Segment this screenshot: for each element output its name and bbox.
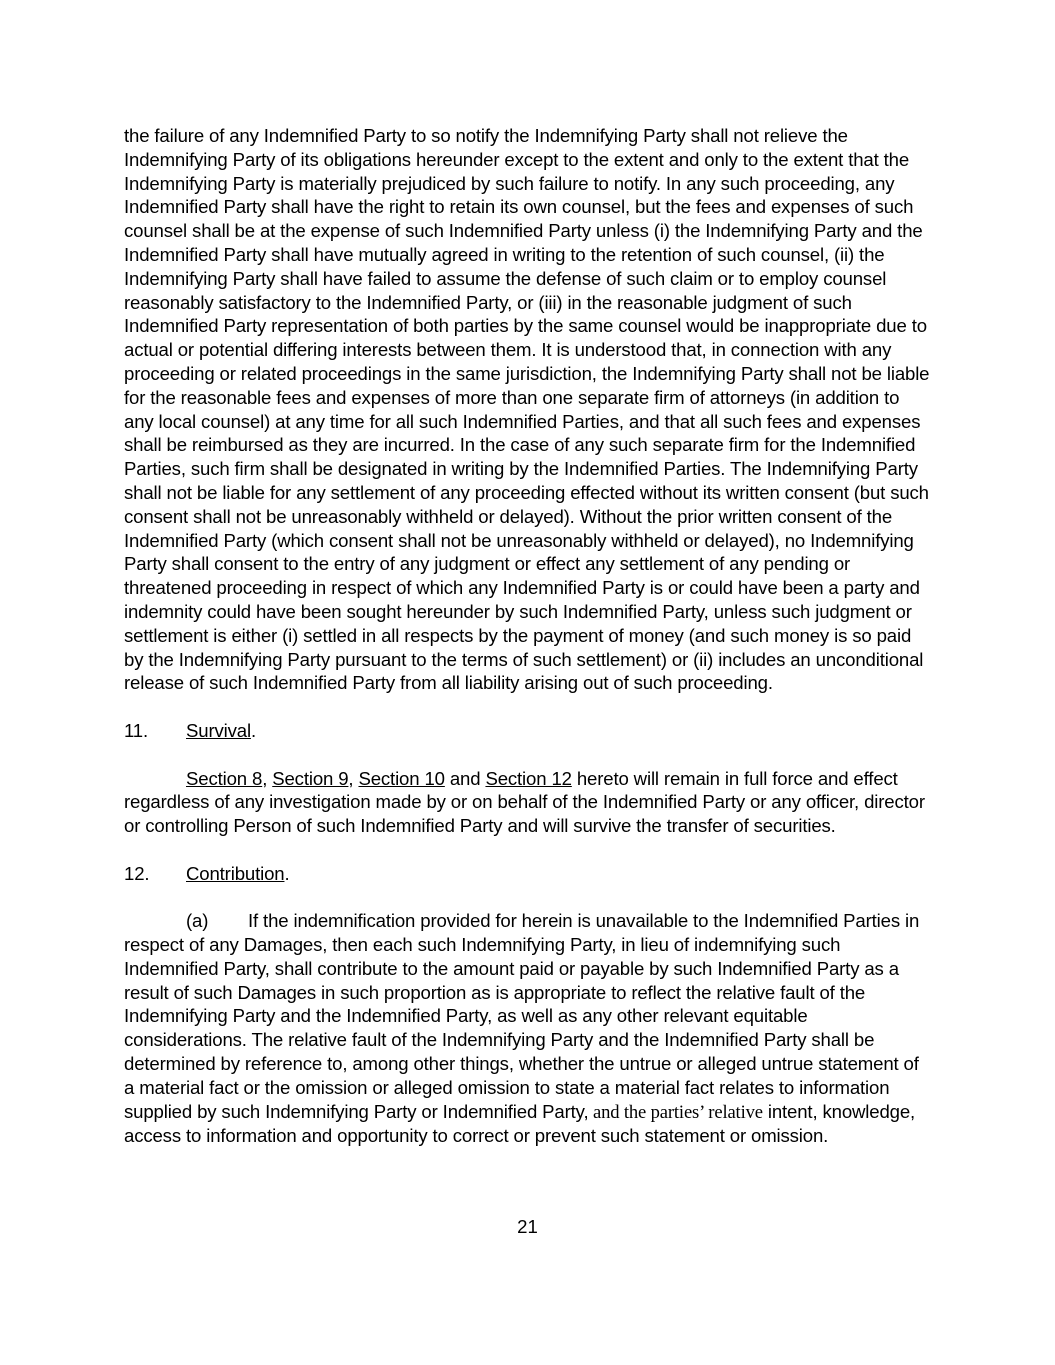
paragraph-gap xyxy=(124,838,932,862)
ref-separator: , xyxy=(348,767,359,789)
section-12-subsection-a xyxy=(124,909,932,1148)
paragraph-gap xyxy=(124,695,932,719)
page-number: 21 xyxy=(517,1216,538,1237)
section-11-body xyxy=(124,767,932,838)
section-ref: Section 8 xyxy=(186,767,263,789)
section-ref: Section 12 xyxy=(485,767,572,789)
ref-separator: and xyxy=(444,767,486,789)
continuation-paragraph: the failure of any Indemnified Party to so notify the Indemnifying Party shall not relieve the Indemnifying Party of its obligations hereunder except to the extent and only to the extent that the Indemnifying Party is materially prejudiced by such failure to notify. In any such proceeding, any Indemnified Party shall have the right to retain its own counsel, but the fees and expenses of such counsel shall be at the expense of such Indemnified Party unless (i) the Indemnifying Party and the Indemnified Party shall have mutually agreed in writing to the retention of such counsel, (ii) the Indemnifying Party shall have failed to assume the defense of such claim or to employ counsel reasonably satisfactory to the Indemnified Party, or (iii) in the reasonable judgment of such Indemnified Party representation of both parties by the same counsel would be inappropriate due to actual or potential differing interests between them. It is understood that, in connection with any proceeding or related proceedings in the same jurisdiction, the Indemnifying Party shall not be liable for the reasonable fees and expenses of more than one separate firm of attorneys (in addition to any local counsel) at any time for all such Indemnified Parties, and that all such fees and expenses shall be reimbursed as they are incurred. In the case of any such separate firm for the Indemnified Parties, such firm shall be designated in writing by the Indemnified Parties. The Indemnifying Party shall not be liable for any settlement of any proceeding effected without its written consent (but such consent shall not be unreasonably withheld or delayed). Without the prior written consent of the Indemnified Party (which consent shall not be unreasonably withheld or delayed), no Indemnifying Party shall consent to the entry of any judgment or effect any settlement of any pending or threatened proceeding in respect of which any Indemnified Party is or could have been a party and indemnity could have been sought hereunder by such Indemnified Party, unless such judgment or settlement is either (i) settled in all respects by the payment of money (and such money is so paid by the Indemnifying Party pursuant to the terms of such settlement) or (ii) includes an unconditional release of such Indemnified Party from all liability arising out of such proceeding. xyxy=(124,125,930,694)
section-12-title-suffix: . xyxy=(284,862,290,884)
section-ref: Section 10 xyxy=(358,767,445,789)
section-11-heading xyxy=(124,719,932,743)
document-page xyxy=(124,124,932,1148)
section-12-title-wrap xyxy=(186,862,290,886)
section-12-heading xyxy=(124,862,932,886)
section-11-title-wrap xyxy=(186,719,256,743)
section-12-number: 12. xyxy=(124,862,150,884)
section-12-title: Contribution xyxy=(186,862,285,884)
section-ref: Section 9 xyxy=(272,767,349,789)
section-11-title-suffix: . xyxy=(250,719,256,741)
subsection-a-text-end: intent, knowledge, access to information and opportunity to correct or prevent such statement or omission. xyxy=(124,1100,916,1147)
subsection-a-text: If the indemnification provided for herein is unavailable to the Indemnified Parties in respect of any Damages, then each such Indemnifying Party, in lieu of indemnifying such Indemnified Party, shall contribute to the amount paid or payable by such Indemnified Party as a result of such Damages in such proportion as is appropriate to reflect the relative fault of the Indemnifying Party and the Indemnified Party, as well as any other relevant equitable considerations. The relative fault of the Indemnifying Party and the Indemnified Party shall be determined by reference to, among other things, whether the untrue or alleged untrue statement of a material fact or the omission or alleged omission to state a material fact relates to information supplied by such Indemnifying Party or Indemnified Party, xyxy=(124,910,920,1122)
paragraph-gap xyxy=(124,743,932,767)
section-11-body-text: hereto will remain in full force and effect regardless of any investigation made by or on behalf of the Indemnified Party or any officer, director or controlling Person of such Indemnified Party and will survive the transfer of securities. xyxy=(124,767,925,837)
paragraph-gap xyxy=(124,886,932,910)
section-11-title: Survival xyxy=(186,719,251,741)
subsection-a-label: (a) xyxy=(186,910,209,932)
ref-separator: , xyxy=(262,767,273,789)
section-11-number: 11. xyxy=(124,719,149,741)
subsection-a-serif-text: and the parties’ relative xyxy=(588,1101,763,1123)
